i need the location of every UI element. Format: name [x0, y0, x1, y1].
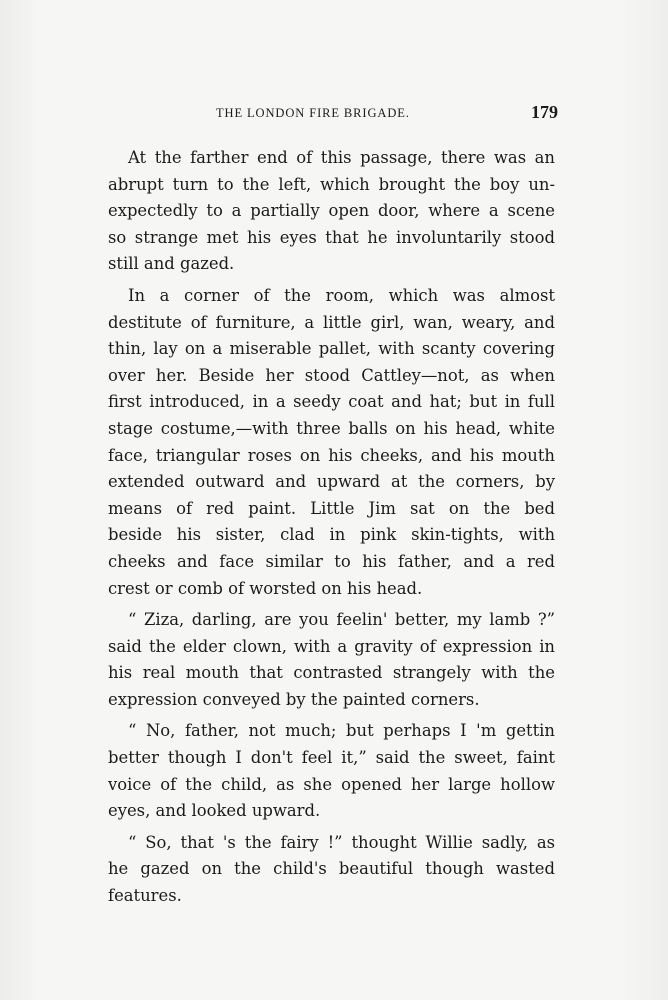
paragraph [108, 718, 555, 824]
text-line: his real mouth that contrasted strangely with the [108, 663, 555, 683]
text-line: he gazed on the child's beautiful though wasted [108, 859, 555, 879]
text-line: means of red paint. Little Jim sat on the bed [108, 498, 555, 518]
text-line: stage costume,—with three balls on his head, white [108, 418, 555, 438]
text-line: cheeks and face similar to his father, and a red [108, 551, 555, 571]
text-line: features. [108, 886, 182, 906]
text-line: “ Ziza, darling, are you feelin' better, my lamb ?” [128, 610, 555, 630]
text-line: better though I don't feel it,” said the sweet, faint [108, 748, 555, 768]
text-line: At the farther end of this passage, there was an [128, 148, 555, 167]
text-line: expectedly to a partially open door, where a scene [108, 201, 555, 221]
text-line: destitute of furniture, a little girl, wan, weary, and [108, 312, 555, 332]
text-line: so strange met his eyes that he involuntarily stood [108, 227, 555, 247]
paragraph [108, 607, 555, 713]
paragraph [108, 830, 555, 910]
paragraph [108, 145, 555, 278]
text-line: face, triangular roses on his cheeks, and his mouth [108, 445, 555, 465]
text-line: first introduced, in a seedy coat and hat; but in full [108, 392, 555, 412]
text-line: “ So, that 's the fairy !” thought Willie sadly, as [128, 832, 555, 852]
text-line: thin, lay on a miserable pallet, with scanty covering [108, 339, 555, 359]
page-header [108, 104, 558, 128]
text-line: eyes, and looked upward. [108, 801, 321, 821]
running-title: THE LONDON FIRE BRIGADE. [216, 106, 410, 120]
text-line: still and gazed. [108, 254, 235, 274]
text-line: abrupt turn to the left, which brought the boy un- [108, 174, 555, 194]
page-number: 179 [531, 102, 558, 122]
text-line: extended outward and upward at the corners, by [108, 472, 555, 492]
text-line: voice of the child, as she opened her large hollow [108, 774, 555, 794]
text-line: said the elder clown, with a gravity of expression in [108, 636, 555, 656]
text-line: In a corner of the room, which was almost [128, 285, 555, 305]
text-line: over her. Beside her stood Cattley—not, as when [108, 365, 555, 385]
text-line: “ No, father, not much; but perhaps I 'm gettin [128, 721, 555, 741]
text-line: expression conveyed by the painted corners. [108, 689, 480, 709]
text-line: crest or comb of worsted on his head. [108, 578, 423, 598]
text-line: beside his sister, clad in pink skin-tights, with [108, 525, 555, 545]
paragraph [108, 283, 555, 602]
body-text [108, 145, 555, 915]
